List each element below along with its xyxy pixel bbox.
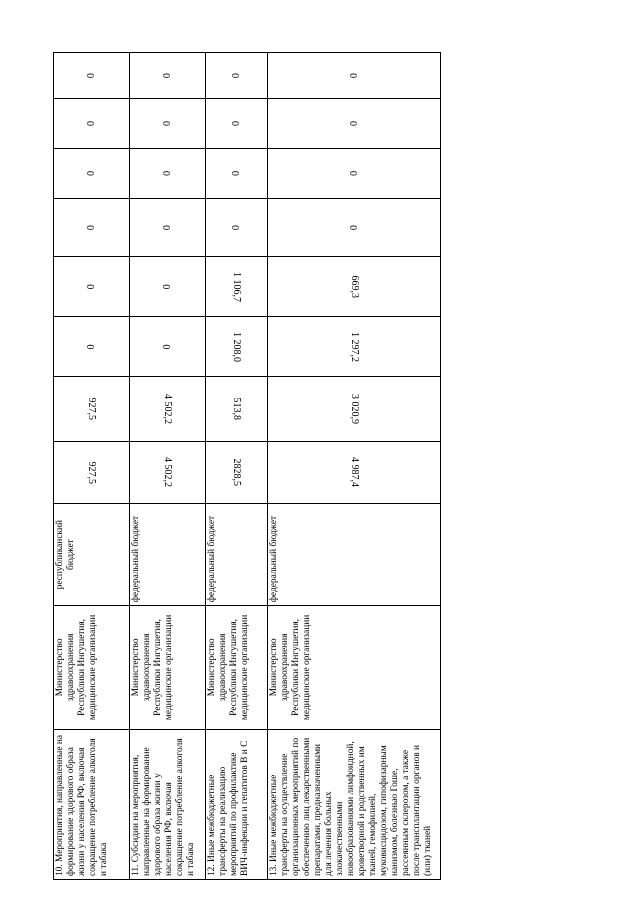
- executor: Министерство здравоохранения Республики Ингушетия, медицинские организации: [130, 606, 206, 730]
- measure-name: 10. Мероприятия, направленные на формирование здорового образа жизни у населения РФ, включая сокращение потребление алкоголя и табака: [54, 729, 130, 879]
- value-year-7: 0: [268, 53, 441, 99]
- executor: Министерство здравоохранения Республики Ингушетия, медицинские организации: [206, 606, 268, 730]
- executor: Министерство здравоохранения Республики Ингушетия, медицинские организации: [54, 606, 130, 730]
- table-row: [268, 53, 441, 880]
- value-year-4: 0: [54, 199, 130, 257]
- value-year-3: 1 106,7: [206, 257, 268, 317]
- rotated-page: [53, 52, 440, 880]
- measure-name: 12. Иные межбюджетные трансферты на реализацию мероприятий по профилактике ВИЧ-инфекции и гепатитов В и С: [206, 729, 268, 879]
- value-year-4: 0: [130, 199, 206, 257]
- funding-source: федеральный бюджет: [130, 504, 206, 606]
- value-year-6: 0: [206, 99, 268, 148]
- value-year-6: 0: [130, 99, 206, 148]
- value-total: 4 502,2: [130, 441, 206, 503]
- value-year-7: 0: [206, 53, 268, 99]
- value-year-2: 0: [54, 317, 130, 377]
- value-year-3: 0: [130, 257, 206, 317]
- value-year-6: 0: [54, 99, 130, 148]
- value-total: 2828,5: [206, 441, 268, 503]
- measure-name: 13. Иные межбюджетные трансферты на осуществление организационных мероприятий по обеспечению лиц лекарственными препаратами, предназначенными для лечения больных злокачественными новообразованиями лимфоидной, кроветворной и родственных им тканей, гемофилией, муковисцидозом, гипофизарным нанизмом, болезнью Гоше, рассеянным склерозом, а также после трансплантации органов и (или) тканей: [268, 729, 441, 879]
- funding-source: федеральный бюджет: [206, 504, 268, 606]
- table-row: [206, 53, 268, 880]
- value-year-2: 1 297,2: [268, 317, 441, 377]
- executor: Министерство здравоохранения Республики Ингушетия, медицинские организации: [268, 606, 441, 730]
- funding-source: республиканский бюджет: [54, 504, 130, 606]
- value-year-1: 927,5: [54, 377, 130, 441]
- value-year-5: 0: [206, 148, 268, 198]
- value-year-2: 0: [130, 317, 206, 377]
- value-year-7: 0: [130, 53, 206, 99]
- table-row: [54, 53, 130, 880]
- value-year-5: 0: [130, 148, 206, 198]
- table-row: [130, 53, 206, 880]
- value-year-1: 3 020,9: [268, 377, 441, 441]
- value-year-7: 0: [54, 53, 130, 99]
- value-year-2: 1 208,0: [206, 317, 268, 377]
- value-total: 4 987,4: [268, 441, 441, 503]
- value-total: 927,5: [54, 441, 130, 503]
- measure-name: 11. Субсидии на мероприятия, направленные на формирование здорового образа жизни у населения РФ, включая сокращение потребление алкоголя и табака: [130, 729, 206, 879]
- program-table: [53, 52, 441, 880]
- value-year-5: 0: [268, 148, 441, 198]
- value-year-1: 513,8: [206, 377, 268, 441]
- value-year-5: 0: [54, 148, 130, 198]
- value-year-4: 0: [206, 199, 268, 257]
- funding-source: федеральный бюджет: [268, 504, 441, 606]
- value-year-1: 4 502,2: [130, 377, 206, 441]
- value-year-3: 0: [54, 257, 130, 317]
- value-year-3: 669,3: [268, 257, 441, 317]
- value-year-6: 0: [268, 99, 441, 148]
- value-year-4: 0: [268, 199, 441, 257]
